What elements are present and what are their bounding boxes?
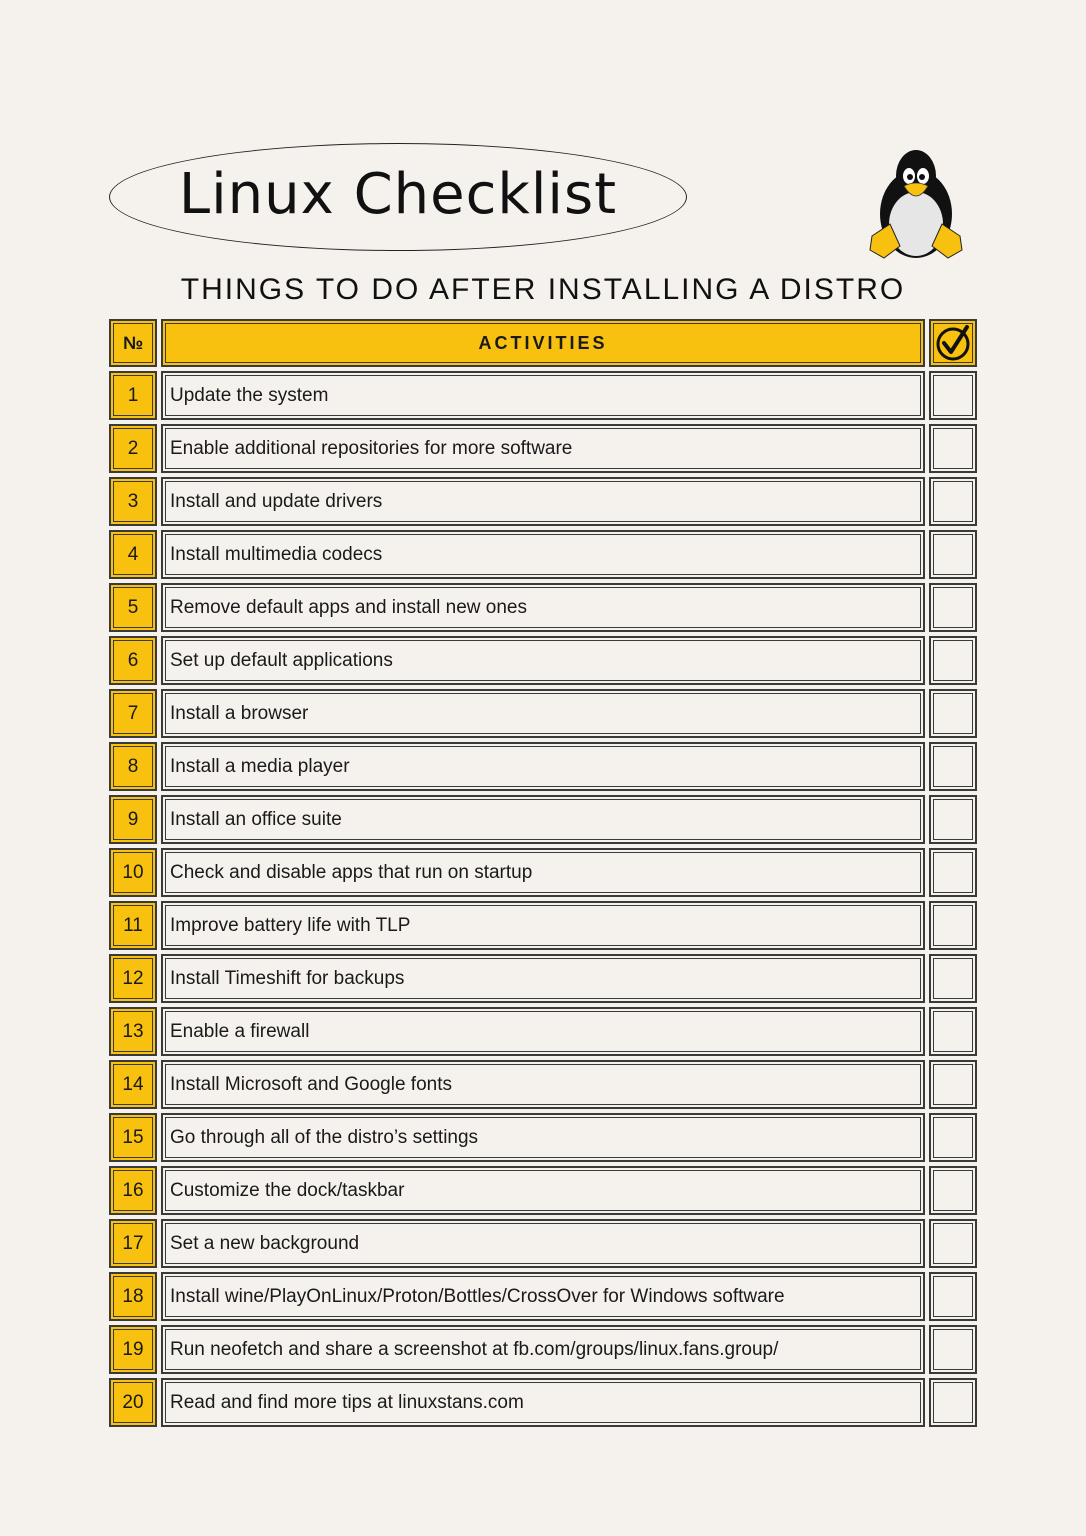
row-number: 19 (109, 1325, 157, 1374)
row-checkbox[interactable] (929, 848, 977, 897)
row-activity: Remove default apps and install new ones (161, 583, 925, 632)
row-activity: Enable additional repositories for more software (161, 424, 925, 473)
header-number: № (109, 319, 157, 367)
row-checkbox[interactable] (929, 424, 977, 473)
row-activity: Enable a firewall (161, 1007, 925, 1056)
row-activity: Set a new background (161, 1219, 925, 1268)
row-checkbox[interactable] (929, 1166, 977, 1215)
row-checkbox[interactable] (929, 530, 977, 579)
row-checkbox[interactable] (929, 1272, 977, 1321)
row-activity: Install wine/PlayOnLinux/Proton/Bottles/CrossOver for Windows software (161, 1272, 925, 1321)
row-activity: Install a browser (161, 689, 925, 738)
row-checkbox[interactable] (929, 689, 977, 738)
row-number: 6 (109, 636, 157, 685)
row-activity: Install Timeshift for backups (161, 954, 925, 1003)
row-number: 16 (109, 1166, 157, 1215)
row-checkbox[interactable] (929, 371, 977, 420)
subtitle: THINGS TO DO AFTER INSTALLING A DISTRO (180, 273, 906, 306)
tux-penguin-logo-icon (866, 146, 966, 264)
header-check (929, 319, 977, 367)
row-checkbox[interactable] (929, 477, 977, 526)
row-number: 13 (109, 1007, 157, 1056)
row-number: 5 (109, 583, 157, 632)
row-checkbox[interactable] (929, 795, 977, 844)
row-activity: Install a media player (161, 742, 925, 791)
row-checkbox[interactable] (929, 954, 977, 1003)
row-checkbox[interactable] (929, 636, 977, 685)
row-activity: Install Microsoft and Google fonts (161, 1060, 925, 1109)
row-number: 9 (109, 795, 157, 844)
row-number: 17 (109, 1219, 157, 1268)
row-number: 15 (109, 1113, 157, 1162)
row-checkbox[interactable] (929, 583, 977, 632)
row-number: 3 (109, 477, 157, 526)
row-number: 7 (109, 689, 157, 738)
header-activities: ACTIVITIES (161, 319, 925, 367)
row-number: 11 (109, 901, 157, 950)
check-circle-icon (934, 324, 972, 362)
row-activity: Customize the dock/taskbar (161, 1166, 925, 1215)
row-activity: Run neofetch and share a screenshot at fb.com/groups/linux.fans.group/ (161, 1325, 925, 1374)
row-checkbox[interactable] (929, 1219, 977, 1268)
row-checkbox[interactable] (929, 1325, 977, 1374)
row-number: 20 (109, 1378, 157, 1427)
row-number: 2 (109, 424, 157, 473)
row-activity: Install multimedia codecs (161, 530, 925, 579)
row-checkbox[interactable] (929, 1378, 977, 1427)
row-activity: Read and find more tips at linuxstans.com (161, 1378, 925, 1427)
row-number: 8 (109, 742, 157, 791)
page-title: Linux Checklist (178, 162, 618, 227)
row-number: 12 (109, 954, 157, 1003)
row-checkbox[interactable] (929, 742, 977, 791)
row-number: 10 (109, 848, 157, 897)
row-checkbox[interactable] (929, 1060, 977, 1109)
row-number: 4 (109, 530, 157, 579)
row-number: 18 (109, 1272, 157, 1321)
row-activity: Check and disable apps that run on startup (161, 848, 925, 897)
row-activity: Set up default applications (161, 636, 925, 685)
row-activity: Install and update drivers (161, 477, 925, 526)
row-activity: Update the system (161, 371, 925, 420)
row-checkbox[interactable] (929, 1113, 977, 1162)
row-number: 14 (109, 1060, 157, 1109)
row-activity: Install an office suite (161, 795, 925, 844)
row-checkbox[interactable] (929, 901, 977, 950)
row-checkbox[interactable] (929, 1007, 977, 1056)
row-activity: Go through all of the distro’s settings (161, 1113, 925, 1162)
row-activity: Improve battery life with TLP (161, 901, 925, 950)
row-number: 1 (109, 371, 157, 420)
